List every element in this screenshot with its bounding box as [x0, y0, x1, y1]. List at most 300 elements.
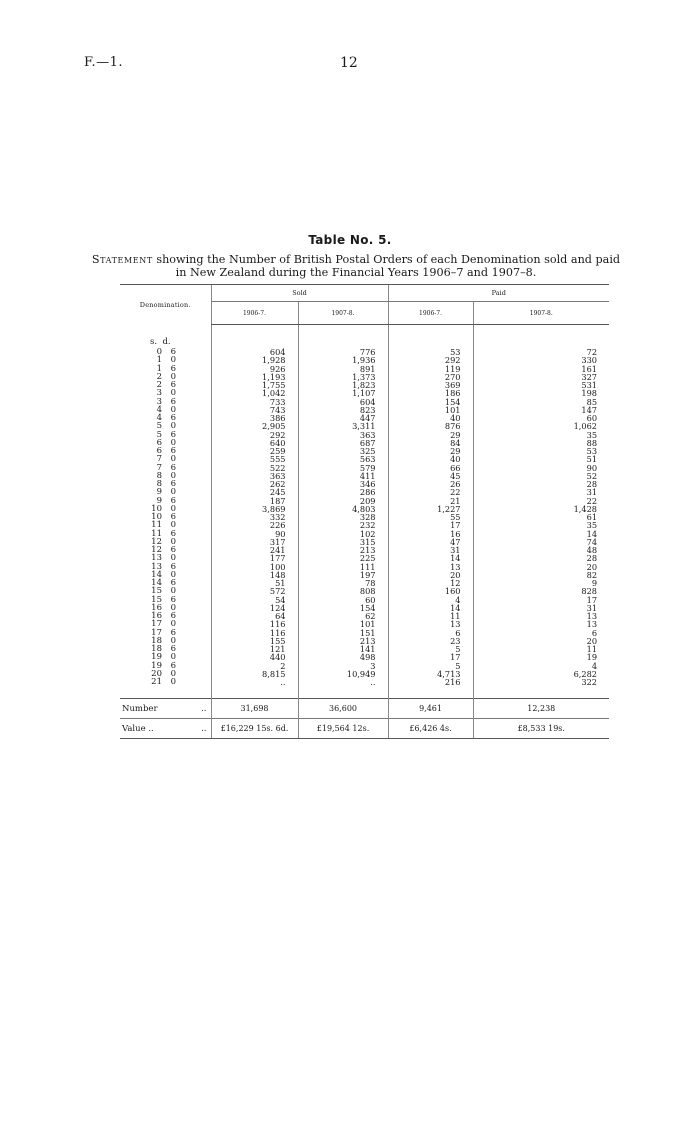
cell-sold-1907-8: .. — [298, 678, 388, 686]
cell-sold-1907-8: 213 — [298, 546, 388, 554]
cell-paid-1907-8: 6,282 — [473, 670, 609, 678]
cell-sold-1906-7: 3,869 — [211, 505, 298, 513]
cell-sold-1907-8: 60 — [298, 596, 388, 604]
shillings: 16 — [151, 602, 162, 613]
total-value-label — [120, 719, 211, 739]
denomination-value — [150, 678, 180, 686]
year-header-sold-1906-7: 1906-7. — [211, 302, 298, 325]
cell-sold-1906-7: 2,905 — [211, 422, 298, 430]
pence: 0 — [170, 668, 176, 679]
cell-sold-1906-7: 604 — [211, 348, 298, 356]
cell-paid-1906-7: 45 — [388, 472, 473, 480]
cell-sold-1907-8: 102 — [298, 530, 388, 538]
cell-paid-1906-7: 292 — [388, 356, 473, 364]
report-reference: F.—1. — [84, 55, 124, 70]
shillings: 13 — [151, 553, 162, 564]
cell-paid-1907-8: 35 — [473, 431, 609, 439]
cell-sold-1906-7: 262 — [211, 480, 298, 488]
shillings: 5 — [156, 429, 162, 440]
cell-paid-1907-8: 322 — [473, 678, 609, 686]
cell-sold-1906-7: 2 — [211, 662, 298, 670]
cell-sold-1906-7: 116 — [211, 620, 298, 628]
denomination-cell — [120, 521, 211, 529]
cell-sold-1907-8: 328 — [298, 513, 388, 521]
pence: 0 — [170, 536, 176, 547]
total-number-label — [120, 699, 211, 719]
cell-paid-1907-8: 1,062 — [473, 422, 609, 430]
total-number-paid-1907-8: 12,238 — [473, 699, 609, 719]
cell-sold-1907-8: 78 — [298, 579, 388, 587]
cell-sold-1906-7: 177 — [211, 554, 298, 562]
pence: 0 — [170, 355, 176, 366]
cell-paid-1906-7: 1,227 — [388, 505, 473, 513]
cell-sold-1906-7: 124 — [211, 604, 298, 612]
cell-sold-1907-8: 563 — [298, 455, 388, 463]
pence: 6 — [170, 363, 176, 374]
denomination-cell — [120, 389, 211, 397]
cell-paid-1907-8: 74 — [473, 538, 609, 546]
shillings: 15 — [151, 594, 162, 605]
cell-sold-1907-8: 1,107 — [298, 389, 388, 397]
shillings: 15 — [151, 586, 162, 597]
year-header-paid-1906-7: 1906-7. — [388, 302, 473, 325]
denomination-cell — [120, 447, 211, 455]
table-row — [120, 670, 609, 678]
cell-paid-1907-8: 52 — [473, 472, 609, 480]
pence: 6 — [170, 578, 176, 588]
denomination-cell — [120, 497, 211, 505]
pence: 6 — [170, 495, 176, 506]
cell-paid-1906-7: 6 — [388, 629, 473, 637]
cell-sold-1907-8: 111 — [298, 563, 388, 571]
cell-paid-1906-7: 154 — [388, 398, 473, 406]
cell-sold-1906-7: 100 — [211, 563, 298, 571]
cell-paid-1906-7: 40 — [388, 414, 473, 422]
denomination-cell — [120, 538, 211, 546]
denomination-cell — [120, 406, 211, 414]
caption-lead: Statement — [91, 253, 153, 266]
cell-sold-1906-7: 148 — [211, 571, 298, 579]
pence: 0 — [170, 421, 176, 432]
denomination-cell — [120, 365, 211, 373]
denomination-cell — [120, 670, 211, 678]
pence: 0 — [170, 520, 176, 531]
shillings: 19 — [151, 652, 162, 663]
total-number-label-text: Number — [122, 703, 158, 714]
caption-line-2: in New Zealand during the Financial Years 1906–7 and 1907–8. — [175, 266, 537, 279]
denomination-cell — [120, 596, 211, 604]
cell-sold-1907-8: 498 — [298, 653, 388, 661]
cell-sold-1907-8: 579 — [298, 464, 388, 472]
table-body — [120, 325, 609, 699]
cell-sold-1906-7: 90 — [211, 530, 298, 538]
pence: 6 — [170, 528, 176, 539]
paid-group-header: Paid — [388, 285, 609, 302]
cell-sold-1907-8: 411 — [298, 472, 388, 480]
cell-paid-1906-7: 22 — [388, 488, 473, 496]
cell-sold-1907-8: 286 — [298, 488, 388, 496]
cell-paid-1907-8: 28 — [473, 480, 609, 488]
cell-sold-1907-8: 225 — [298, 554, 388, 562]
shillings: 10 — [151, 503, 162, 514]
cell-sold-1906-7: 187 — [211, 497, 298, 505]
cell-paid-1906-7: 17 — [388, 653, 473, 661]
shillings: 1 — [156, 363, 162, 374]
cell-paid-1907-8: 147 — [473, 406, 609, 414]
cell-paid-1907-8: 48 — [473, 546, 609, 554]
cell-sold-1907-8: 1,936 — [298, 356, 388, 364]
pence: 0 — [170, 586, 176, 597]
pence: 0 — [170, 470, 176, 481]
pence: 6 — [170, 611, 176, 621]
cell-paid-1906-7: 84 — [388, 439, 473, 447]
shillings: 21 — [151, 677, 162, 687]
cell-paid-1906-7: 11 — [388, 612, 473, 620]
pence: 6 — [170, 479, 176, 489]
denomination-cell — [120, 678, 211, 686]
shillings: 18 — [151, 644, 162, 654]
shillings: 6 — [156, 437, 162, 448]
cell-paid-1907-8: 327 — [473, 373, 609, 381]
denomination-cell — [120, 480, 211, 488]
denomination-cell — [120, 612, 211, 620]
cell-paid-1906-7: 5 — [388, 645, 473, 653]
cell-paid-1906-7: 4 — [388, 596, 473, 604]
cell-paid-1907-8: 60 — [473, 414, 609, 422]
cell-paid-1907-8: 531 — [473, 381, 609, 389]
denomination-cell — [120, 604, 211, 612]
cell-sold-1907-8: 325 — [298, 447, 388, 455]
cell-paid-1907-8: 22 — [473, 497, 609, 505]
total-number-sold-1907-8: 36,600 — [298, 699, 388, 719]
cell-paid-1907-8: 4 — [473, 662, 609, 670]
cell-paid-1907-8: 88 — [473, 439, 609, 447]
denomination-cell — [120, 637, 211, 645]
cell-sold-1906-7: 332 — [211, 513, 298, 521]
shillings: 10 — [151, 512, 162, 522]
cell-sold-1906-7: .. — [211, 678, 298, 686]
denomination-cell — [120, 587, 211, 595]
cell-paid-1907-8: 198 — [473, 389, 609, 397]
cell-sold-1907-8: 776 — [298, 348, 388, 356]
denomination-cell — [120, 488, 211, 496]
denomination-cell — [120, 571, 211, 579]
cell-sold-1906-7: 386 — [211, 414, 298, 422]
cell-sold-1907-8: 604 — [298, 398, 388, 406]
pence: 6 — [170, 347, 176, 357]
cell-paid-1906-7: 12 — [388, 579, 473, 587]
denomination-cell — [120, 431, 211, 439]
cell-sold-1906-7: 1,928 — [211, 356, 298, 364]
cell-sold-1906-7: 54 — [211, 596, 298, 604]
total-value-label-text: Value .. — [122, 723, 154, 734]
denomination-cell — [120, 381, 211, 389]
cell-paid-1906-7: 5 — [388, 662, 473, 670]
pence: 6 — [170, 660, 176, 671]
cell-sold-1906-7: 226 — [211, 521, 298, 529]
pence: 0 — [170, 569, 176, 580]
cell-paid-1906-7: 29 — [388, 447, 473, 455]
table-row — [120, 678, 609, 686]
cell-paid-1907-8: 61 — [473, 513, 609, 521]
caption-line-1: showing the Number of British Postal Orders of each Denomination sold and paid — [152, 253, 621, 266]
cell-sold-1907-8: 1,373 — [298, 373, 388, 381]
denomination-cell — [120, 530, 211, 538]
denomination-cell — [120, 505, 211, 513]
denomination-cell — [120, 472, 211, 480]
group-header-row — [120, 285, 609, 302]
total-value-dots: .. — [201, 723, 207, 734]
table-caption — [90, 253, 622, 279]
cell-sold-1907-8: 447 — [298, 414, 388, 422]
pence: 6 — [170, 512, 176, 522]
pence: 6 — [170, 644, 176, 654]
cell-sold-1906-7: 555 — [211, 455, 298, 463]
cell-paid-1906-7: 16 — [388, 530, 473, 538]
cell-paid-1907-8: 82 — [473, 571, 609, 579]
pence: 0 — [170, 677, 176, 687]
pence: 6 — [170, 594, 176, 605]
total-value-paid-1906-7: £6,426 4s. — [388, 719, 473, 739]
pence: 0 — [170, 652, 176, 663]
pence: 0 — [170, 619, 176, 630]
cell-paid-1906-7: 876 — [388, 422, 473, 430]
cell-sold-1907-8: 209 — [298, 497, 388, 505]
cell-paid-1907-8: 9 — [473, 579, 609, 587]
cell-sold-1907-8: 687 — [298, 439, 388, 447]
cell-paid-1907-8: 6 — [473, 629, 609, 637]
pence: 6 — [170, 396, 176, 407]
denomination-cell — [120, 455, 211, 463]
cell-paid-1906-7: 17 — [388, 521, 473, 529]
cell-paid-1906-7: 13 — [388, 620, 473, 628]
cell-paid-1906-7: 47 — [388, 538, 473, 546]
cell-sold-1907-8: 363 — [298, 431, 388, 439]
cell-sold-1906-7: 317 — [211, 538, 298, 546]
cell-paid-1906-7: 40 — [388, 455, 473, 463]
cell-paid-1906-7: 26 — [388, 480, 473, 488]
cell-paid-1906-7: 29 — [388, 431, 473, 439]
cell-sold-1906-7: 440 — [211, 653, 298, 661]
shillings: 16 — [151, 611, 162, 621]
shillings: 5 — [156, 421, 162, 432]
page-number: 12 — [340, 55, 358, 71]
shillings: 8 — [156, 479, 162, 489]
cell-sold-1906-7: 259 — [211, 447, 298, 455]
pence: 0 — [170, 553, 176, 564]
pence: 0 — [170, 487, 176, 498]
cell-sold-1907-8: 232 — [298, 521, 388, 529]
cell-paid-1907-8: 13 — [473, 620, 609, 628]
table-row — [120, 653, 609, 661]
shillings: 9 — [156, 495, 162, 506]
cell-sold-1906-7: 1,755 — [211, 381, 298, 389]
pence: 0 — [170, 635, 176, 646]
pence: 0 — [170, 454, 176, 465]
denomination-cell — [120, 546, 211, 554]
cell-paid-1907-8: 20 — [473, 563, 609, 571]
cell-sold-1906-7: 116 — [211, 629, 298, 637]
cell-paid-1906-7: 31 — [388, 546, 473, 554]
cell-paid-1907-8: 17 — [473, 596, 609, 604]
cell-sold-1907-8: 151 — [298, 629, 388, 637]
shillings: 20 — [151, 668, 162, 679]
total-value-row — [120, 719, 609, 739]
cell-paid-1906-7: 160 — [388, 587, 473, 595]
shillings: 12 — [151, 545, 162, 555]
cell-paid-1907-8: 20 — [473, 637, 609, 645]
cell-sold-1906-7: 292 — [211, 431, 298, 439]
postal-orders-table — [120, 284, 609, 739]
cell-paid-1907-8: 35 — [473, 521, 609, 529]
cell-sold-1906-7: 155 — [211, 637, 298, 645]
total-value-sold-1906-7: £16,229 15s. 6d. — [211, 719, 298, 739]
pence: 0 — [170, 388, 176, 399]
total-number-dots: .. — [201, 703, 207, 714]
denomination-cell — [120, 513, 211, 521]
cell-paid-1906-7: 186 — [388, 389, 473, 397]
cell-sold-1907-8: 315 — [298, 538, 388, 546]
cell-paid-1906-7: 216 — [388, 678, 473, 686]
denomination-cell — [120, 398, 211, 406]
shillings: 3 — [156, 388, 162, 399]
cell-sold-1907-8: 62 — [298, 612, 388, 620]
shillings: 11 — [151, 528, 162, 539]
pence: 0 — [170, 404, 176, 415]
cell-sold-1907-8: 197 — [298, 571, 388, 579]
cell-paid-1907-8: 1,428 — [473, 505, 609, 513]
total-value-paid-1907-8: £8,533 19s. — [473, 719, 609, 739]
shillings: 14 — [151, 578, 162, 588]
cell-paid-1907-8: 51 — [473, 455, 609, 463]
cell-paid-1906-7: 20 — [388, 571, 473, 579]
cell-paid-1906-7: 21 — [388, 497, 473, 505]
shillings: 6 — [156, 446, 162, 456]
page-header — [0, 55, 700, 75]
pence: 0 — [170, 602, 176, 613]
shillings: 4 — [156, 404, 162, 415]
denomination-cell — [120, 662, 211, 670]
cell-sold-1906-7: 121 — [211, 645, 298, 653]
cell-paid-1906-7: 270 — [388, 373, 473, 381]
cell-paid-1907-8: 19 — [473, 653, 609, 661]
total-number-sold-1906-7: 31,698 — [211, 699, 298, 719]
shillings: 17 — [151, 627, 162, 638]
cell-paid-1906-7: 13 — [388, 563, 473, 571]
cell-sold-1906-7: 245 — [211, 488, 298, 496]
denomination-cell — [120, 356, 211, 364]
denomination-cell — [120, 422, 211, 430]
cell-sold-1907-8: 3 — [298, 662, 388, 670]
cell-sold-1907-8: 213 — [298, 637, 388, 645]
cell-sold-1907-8: 3,311 — [298, 422, 388, 430]
denomination-cell — [120, 348, 211, 356]
cell-paid-1906-7: 14 — [388, 554, 473, 562]
cell-sold-1907-8: 141 — [298, 645, 388, 653]
cell-sold-1906-7: 1,042 — [211, 389, 298, 397]
shillings: 11 — [151, 520, 162, 531]
cell-sold-1907-8: 1,823 — [298, 381, 388, 389]
cell-paid-1906-7: 53 — [388, 348, 473, 356]
shillings: 1 — [156, 355, 162, 366]
cell-paid-1906-7: 4,713 — [388, 670, 473, 678]
cell-sold-1906-7: 926 — [211, 365, 298, 373]
cell-paid-1906-7: 23 — [388, 637, 473, 645]
cell-paid-1907-8: 72 — [473, 348, 609, 356]
denomination-cell — [120, 414, 211, 422]
pence: 6 — [170, 380, 176, 390]
cell-paid-1907-8: 53 — [473, 447, 609, 455]
shillings: 7 — [156, 454, 162, 465]
shillings: 8 — [156, 470, 162, 481]
shillings: 0 — [156, 347, 162, 357]
cell-sold-1906-7: 640 — [211, 439, 298, 447]
denomination-cell — [120, 563, 211, 571]
shillings: 9 — [156, 487, 162, 498]
units-label: s. d. — [150, 337, 171, 347]
shillings: 17 — [151, 619, 162, 630]
cell-sold-1907-8: 10,949 — [298, 670, 388, 678]
shillings: 2 — [156, 380, 162, 390]
cell-sold-1906-7: 363 — [211, 472, 298, 480]
denomination-cell — [120, 620, 211, 628]
shillings: 13 — [151, 561, 162, 572]
cell-paid-1907-8: 11 — [473, 645, 609, 653]
cell-sold-1906-7: 572 — [211, 587, 298, 595]
denomination-header: Denomination. — [120, 285, 211, 325]
cell-paid-1906-7: 119 — [388, 365, 473, 373]
cell-paid-1906-7: 55 — [388, 513, 473, 521]
shillings: 12 — [151, 536, 162, 547]
cell-paid-1906-7: 101 — [388, 406, 473, 414]
cell-paid-1907-8: 14 — [473, 530, 609, 538]
pence: 6 — [170, 413, 176, 423]
shillings: 7 — [156, 462, 162, 473]
year-header-paid-1907-8: 1907-8. — [473, 302, 609, 325]
denomination-cell — [120, 629, 211, 637]
shillings: 4 — [156, 413, 162, 423]
total-value-sold-1907-8: £19,564 12s. — [298, 719, 388, 739]
cell-paid-1907-8: 828 — [473, 587, 609, 595]
cell-sold-1907-8: 808 — [298, 587, 388, 595]
pence: 6 — [170, 561, 176, 572]
total-number-row — [120, 699, 609, 719]
shillings: 18 — [151, 635, 162, 646]
cell-paid-1907-8: 28 — [473, 554, 609, 562]
cell-paid-1906-7: 14 — [388, 604, 473, 612]
cell-sold-1907-8: 891 — [298, 365, 388, 373]
pence: 6 — [170, 462, 176, 473]
denomination-cell — [120, 653, 211, 661]
shillings: 2 — [156, 371, 162, 382]
cell-sold-1906-7: 522 — [211, 464, 298, 472]
denomination-cell — [120, 373, 211, 381]
cell-sold-1907-8: 101 — [298, 620, 388, 628]
cell-sold-1907-8: 4,803 — [298, 505, 388, 513]
cell-sold-1906-7: 1,193 — [211, 373, 298, 381]
table-title: Table No. 5. — [308, 233, 392, 247]
cell-paid-1906-7: 369 — [388, 381, 473, 389]
cell-paid-1907-8: 161 — [473, 365, 609, 373]
cell-sold-1906-7: 743 — [211, 406, 298, 414]
total-number-paid-1906-7: 9,461 — [388, 699, 473, 719]
denomination-cell — [120, 579, 211, 587]
pence: 0 — [170, 503, 176, 514]
pence: 0 — [170, 371, 176, 382]
cell-paid-1907-8: 13 — [473, 612, 609, 620]
denomination-cell — [120, 439, 211, 447]
cell-paid-1907-8: 31 — [473, 604, 609, 612]
